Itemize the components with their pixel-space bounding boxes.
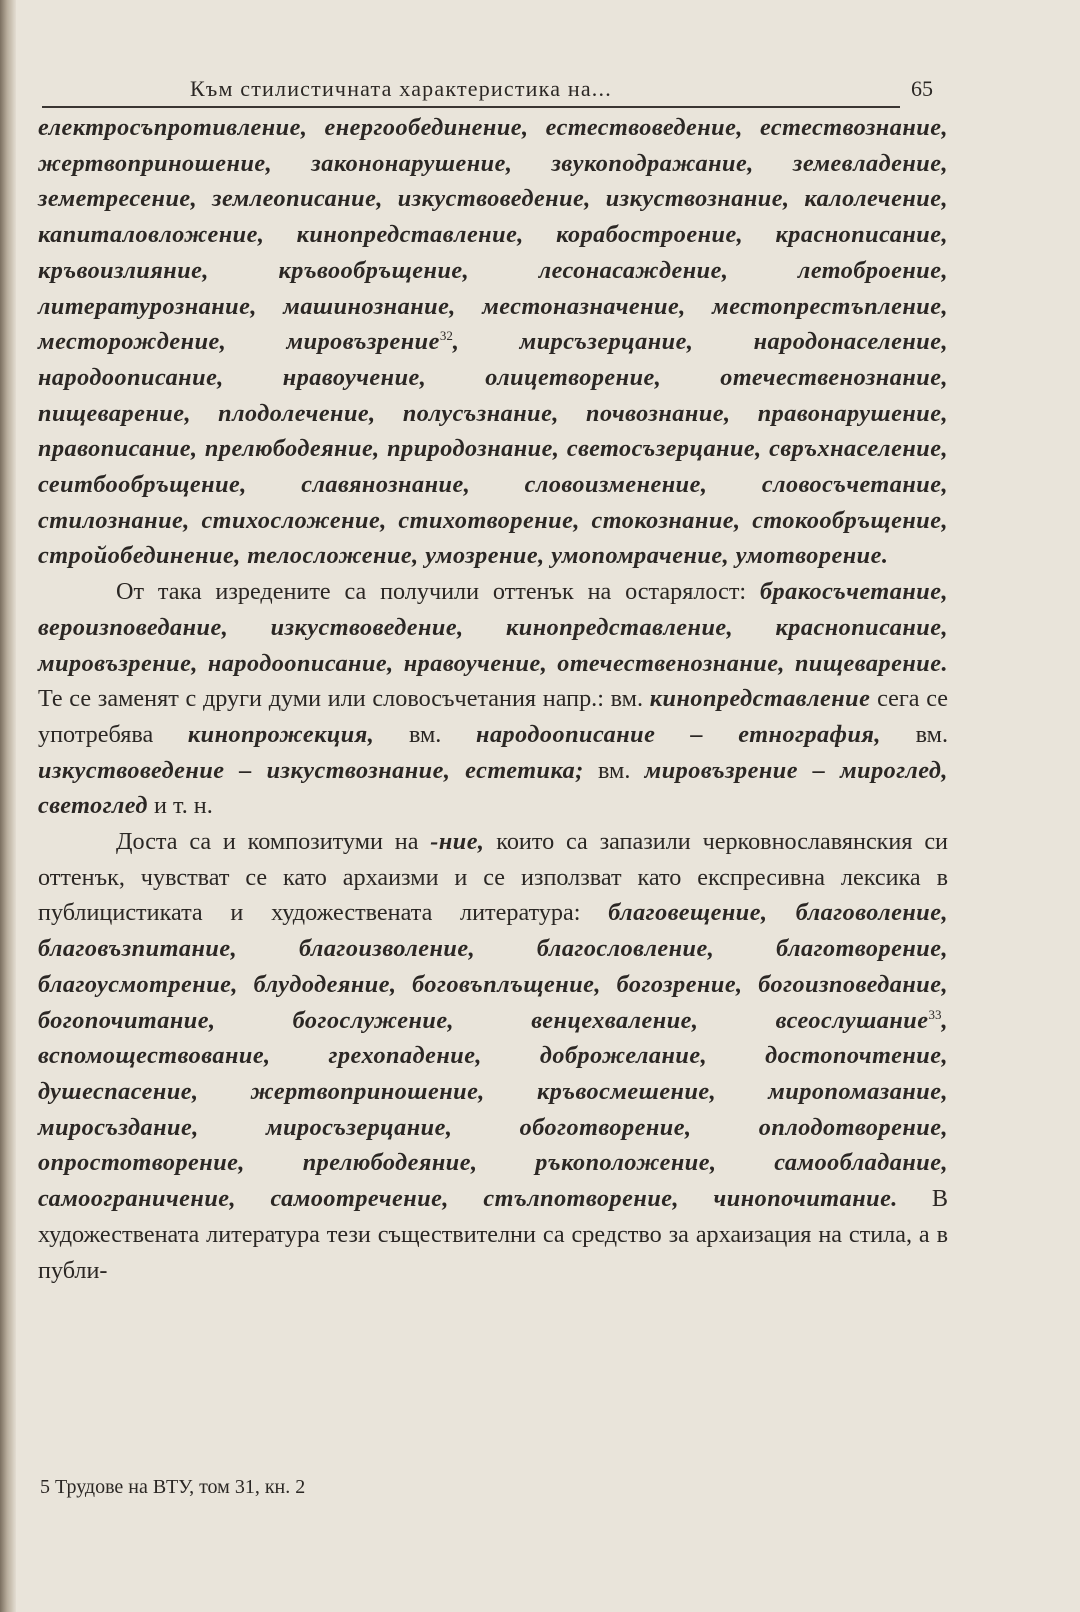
text-run: вм. — [583, 756, 645, 784]
page-number: 65 — [911, 76, 933, 101]
running-title: Към стилистичната характеристика на... — [190, 76, 612, 101]
italic-term-run: кинопрожекция, — [187, 720, 375, 748]
footnote-marker: 33 — [928, 1006, 942, 1022]
text-run: вм. — [880, 720, 948, 748]
paragraph — [38, 574, 948, 824]
paragraph — [38, 110, 948, 574]
page-header — [38, 72, 1048, 108]
text-run: От така изредените са получили оттенък на остарялост: — [116, 578, 760, 606]
text-run: Доста са и композитуми на — [116, 828, 431, 856]
italic-term-run: , мирсъзерцание, народонаселение, народоописание, нравоучение, олицетворение, отечественознание, пищеварение, плодолечение, полусъзнание, почвознание, правонарушение, правописание, прелюбодеяние, природознание, светосъзерцание, свръхнаселение, сеитбообръщение, славянознание, словоизменение, словосъчетание, стилознание, стихосложение, стихотворение, стокознание, стокообръщение, стройобединение, телосложение, умозрение, умопомрачение, умотворение. — [38, 328, 948, 570]
italic-term-run: народоописание – етнография, — [476, 720, 881, 748]
book-page — [38, 0, 1048, 1612]
text-run: и т. н. — [147, 792, 213, 820]
italic-term-run: кинопредставление — [649, 685, 871, 713]
header-rule — [42, 106, 900, 108]
text-run: които са запазили черковнославянския си оттенък, чувстват се като архаизми и се използват като експресивна лексика в публицистиката и художествената литература: — [38, 828, 948, 927]
paragraph — [38, 824, 948, 1288]
body-text — [38, 110, 948, 1288]
italic-term-run: изкуствоведение – изкуствознание, естетика; — [38, 756, 584, 784]
text-run: сега се употребява — [38, 685, 948, 748]
text-run: В художествената литература тези съществителни са средство за архаизация на стила, а в публи- — [38, 1185, 948, 1284]
footnote-marker: 32 — [439, 328, 453, 344]
page-footer: 5 Трудове на ВТУ, том 31, кн. 2 — [40, 1476, 306, 1498]
italic-term-run: електросъпротивление, енергообединение, естествоведение, естествознание, жертвоприношение, закононарушение, звукоподражание, земевладение, земетресение, землеописание, изкуствоведение, изкуствознание, калолечение, капиталовложение, кинопредставление, корабостроение, краснописание, кръвоизлияние, кръвообръщение, лесонасаждение, летоброение, литературознание, машинознание, местоназначение, местопрестъпление, месторождение, мировъзрение — [38, 114, 948, 356]
text-run: Те се заменят с други думи или словосъчетания напр.: вм. — [38, 685, 650, 713]
italic-term-run: мировъзрение – мироглед, светоглед — [38, 756, 948, 820]
italic-term-run: -ние, — [430, 828, 485, 856]
text-run: вм. — [374, 720, 477, 748]
italic-term-run: , вспомоществование, грехопадение, доброжелание, достопочтение, душеспасение, жертвоприношение, кръвосмешение, миропомазание, миросъздание, миросъзерцание, обоготворение, оплодотворение, опростотворение, прелюбодеяние, ръкоположение, самообладание, самоограничение, самоотречение, стълпотворение, чинопочитание. — [38, 1006, 948, 1213]
italic-term-run: благовещение, благоволение, благовъзпитание, благоизволение, благословление, благотворение, благоусмотрение, блудодеяние, боговъплъщение, богозрение, богоизповедание, богопочитание, богослужение, венцехваление, всеослушание — [38, 899, 949, 1034]
book-spine-shadow — [0, 0, 16, 1612]
italic-term-run: бракосъчетание, вероизповедание, изкуствоведение, кинопредставление, краснописание, мировъзрение, народоописание, нравоучение, отечественознание, пищеварение. — [38, 578, 948, 677]
